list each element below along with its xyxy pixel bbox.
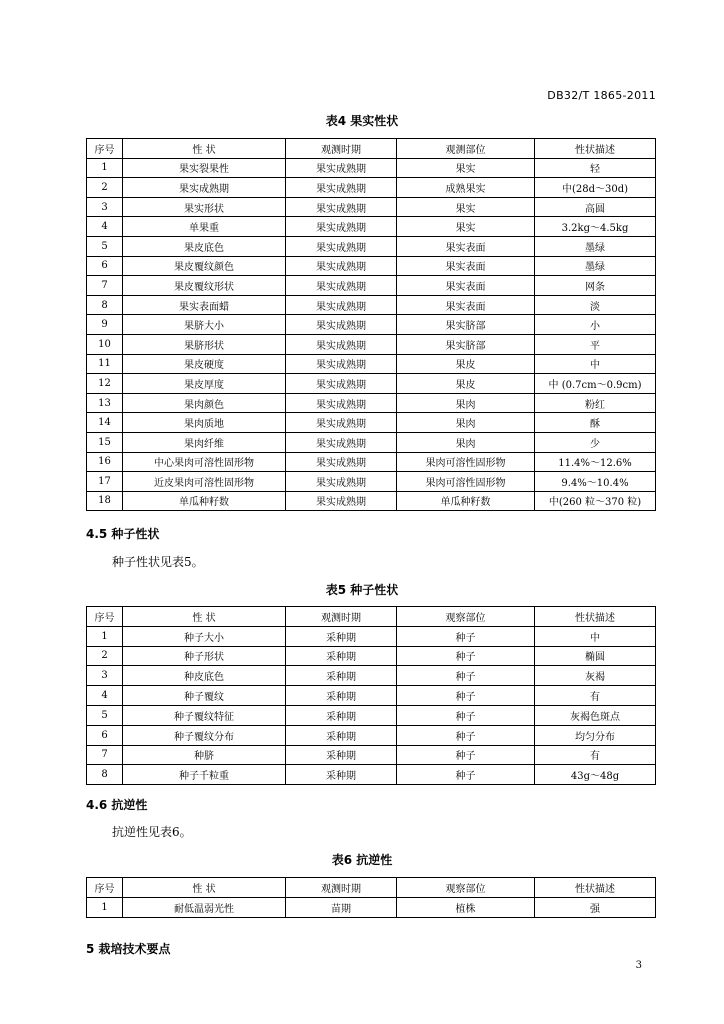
table-cell: 种子覆纹: [123, 686, 286, 706]
table-row: [87, 276, 656, 296]
table-cell: 果肉质地: [123, 413, 286, 433]
table-cell: 果实成熟期: [286, 491, 397, 511]
table-cell: 1: [87, 626, 123, 646]
table-cell: 果肉可溶性固形物: [397, 452, 535, 472]
section-4-6-heading: 4.6 抗逆性: [86, 798, 148, 812]
table-cell: 灰褐色斑点: [535, 705, 656, 725]
table-cell: 均匀分布: [535, 725, 656, 745]
table-cell: 采种期: [286, 686, 397, 706]
table-cell: 果皮覆纹形状: [123, 276, 286, 296]
table5-header: [87, 607, 656, 627]
table-cell: 果实成熟期: [123, 178, 286, 198]
table-cell: 果实成熟期: [286, 236, 397, 256]
table-cell: 种皮底色: [123, 666, 286, 686]
table-row: [87, 725, 656, 745]
table6-header-cell: 性 状: [123, 878, 286, 898]
table-cell: 1: [87, 158, 123, 178]
table5: [86, 606, 656, 785]
section-4-5-heading: 4.5 种子性状: [86, 527, 160, 541]
table6: [86, 877, 656, 918]
table-row: [87, 374, 656, 394]
table-cell: 成熟果实: [397, 178, 535, 198]
table-cell: 种子: [397, 745, 535, 765]
table-row: [87, 666, 656, 686]
table-cell: 果实: [397, 197, 535, 217]
table-cell: 17: [87, 472, 123, 492]
table-cell: 中: [535, 354, 656, 374]
table-cell: 苗期: [286, 897, 397, 917]
table-row: [87, 158, 656, 178]
table-cell: 中(28d～30d): [535, 178, 656, 198]
table-cell: 种子: [397, 626, 535, 646]
table-cell: 种子千粒重: [123, 765, 286, 785]
table-cell: 3: [87, 197, 123, 217]
table5-title: 表5 种子性状: [325, 583, 399, 597]
table-cell: 8: [87, 765, 123, 785]
table-row: [87, 217, 656, 237]
table-cell: 果实成熟期: [286, 178, 397, 198]
standard-code: DB32/T 1865-2011: [547, 89, 656, 102]
table6-header-cell: 观察部位: [397, 878, 535, 898]
table-cell: 果实表面蜡: [123, 295, 286, 315]
table-cell: 果皮覆纹颜色: [123, 256, 286, 276]
table-cell: 果肉: [397, 393, 535, 413]
table-cell: 种子: [397, 765, 535, 785]
table-cell: 果实脐部: [397, 315, 535, 335]
table-row: [87, 432, 656, 452]
table-cell: 果实表面: [397, 236, 535, 256]
table-cell: 果实成熟期: [286, 334, 397, 354]
table-cell: 果脐形状: [123, 334, 286, 354]
table4-header-cell: 观测时期: [286, 139, 397, 159]
table-row: [87, 197, 656, 217]
table-cell: 1: [87, 897, 123, 917]
table-cell: 9.4%～10.4%: [535, 472, 656, 492]
table6-header-cell: 观测时期: [286, 878, 397, 898]
table4-title: 表4 果实性状: [325, 114, 399, 128]
table-cell: 果实成熟期: [286, 315, 397, 335]
table-cell: 5: [87, 705, 123, 725]
section-4-5-text: 种子性状见表5。: [112, 555, 204, 569]
table-cell: 采种期: [286, 745, 397, 765]
table-cell: 18: [87, 491, 123, 511]
table-cell: 果皮: [397, 354, 535, 374]
table-row: [87, 491, 656, 511]
table-cell: 少: [535, 432, 656, 452]
table-cell: 果实成熟期: [286, 295, 397, 315]
table-cell: 果肉纤维: [123, 432, 286, 452]
table-cell: 粉红: [535, 393, 656, 413]
table-row: [87, 334, 656, 354]
table-cell: 单瓜种籽数: [397, 491, 535, 511]
table-cell: 2: [87, 646, 123, 666]
table-cell: 淡: [535, 295, 656, 315]
table-cell: 种子覆纹特征: [123, 705, 286, 725]
table-cell: 中 (0.7cm～0.9cm): [535, 374, 656, 394]
table-row: [87, 452, 656, 472]
table-cell: 中(260 粒～370 粒): [535, 491, 656, 511]
table-cell: 种子: [397, 686, 535, 706]
table-cell: 采种期: [286, 666, 397, 686]
table6-title: 表6 抗逆性: [331, 853, 393, 867]
table-cell: 7: [87, 745, 123, 765]
table6-header: [87, 878, 656, 898]
table-cell: 果皮: [397, 374, 535, 394]
table-row: [87, 686, 656, 706]
table-cell: 16: [87, 452, 123, 472]
table5-body: [87, 626, 656, 784]
table-cell: 有: [535, 745, 656, 765]
table-cell: 11.4%～12.6%: [535, 452, 656, 472]
table5-header-cell: 性 状: [123, 607, 286, 627]
table4-header-cell: 观测部位: [397, 139, 535, 159]
table-cell: 果肉: [397, 413, 535, 433]
table-row: [87, 393, 656, 413]
table-cell: 单果重: [123, 217, 286, 237]
table-cell: 平: [535, 334, 656, 354]
table-cell: 种子覆纹分布: [123, 725, 286, 745]
table-cell: 果实表面: [397, 256, 535, 276]
table-cell: 采种期: [286, 725, 397, 745]
table-cell: 43g～48g: [535, 765, 656, 785]
table-cell: 近皮果肉可溶性固形物: [123, 472, 286, 492]
table-row: [87, 765, 656, 785]
table-cell: 6: [87, 725, 123, 745]
table-cell: 网条: [535, 276, 656, 296]
table-cell: 墨绿: [535, 256, 656, 276]
table-cell: 14: [87, 413, 123, 433]
table-cell: 植株: [397, 897, 535, 917]
table-cell: 果肉颜色: [123, 393, 286, 413]
table-cell: 果实成熟期: [286, 354, 397, 374]
table-cell: 种子大小: [123, 626, 286, 646]
table-row: [87, 626, 656, 646]
table-cell: 果实脐部: [397, 334, 535, 354]
table-cell: 13: [87, 393, 123, 413]
table-cell: 果实: [397, 217, 535, 237]
table6-header-cell: 性状描述: [535, 878, 656, 898]
table-row: [87, 897, 656, 917]
table-cell: 强: [535, 897, 656, 917]
table-cell: 果脐大小: [123, 315, 286, 335]
table-cell: 采种期: [286, 765, 397, 785]
table-cell: 果皮硬度: [123, 354, 286, 374]
table-cell: 4: [87, 686, 123, 706]
table4-header: [87, 139, 656, 159]
table-cell: 果实成熟期: [286, 217, 397, 237]
table-cell: 种子: [397, 705, 535, 725]
table-cell: 6: [87, 256, 123, 276]
table-cell: 果肉可溶性固形物: [397, 472, 535, 492]
table-cell: 轻: [535, 158, 656, 178]
page-number: 3: [635, 960, 642, 971]
table5-header-cell: 观测时期: [286, 607, 397, 627]
table-cell: 15: [87, 432, 123, 452]
table5-header-cell: 性状描述: [535, 607, 656, 627]
table-cell: 果实表面: [397, 276, 535, 296]
table-cell: 12: [87, 374, 123, 394]
table-row: [87, 256, 656, 276]
table-cell: 果实裂果性: [123, 158, 286, 178]
table-cell: 果实成熟期: [286, 197, 397, 217]
table-cell: 果实: [397, 158, 535, 178]
table-row: [87, 745, 656, 765]
table4-header-cell: 性 状: [123, 139, 286, 159]
table-row: [87, 472, 656, 492]
table-cell: 有: [535, 686, 656, 706]
table-cell: 墨绿: [535, 236, 656, 256]
table4-header-cell: 序号: [87, 139, 123, 159]
table-cell: 高圆: [535, 197, 656, 217]
table5-header-cell: 观察部位: [397, 607, 535, 627]
table-cell: 椭圆: [535, 646, 656, 666]
table-cell: 种子形状: [123, 646, 286, 666]
table-row: [87, 646, 656, 666]
table-cell: 灰褐: [535, 666, 656, 686]
table-row: [87, 315, 656, 335]
table-cell: 3: [87, 666, 123, 686]
table4: [86, 138, 656, 511]
table-cell: 4: [87, 217, 123, 237]
table-row: [87, 295, 656, 315]
table-cell: 果皮底色: [123, 236, 286, 256]
table-cell: 果实成熟期: [286, 374, 397, 394]
table-row: [87, 354, 656, 374]
table-cell: 果实形状: [123, 197, 286, 217]
table-cell: 2: [87, 178, 123, 198]
table-cell: 耐低温弱光性: [123, 897, 286, 917]
table-row: [87, 178, 656, 198]
section-4-6-text: 抗逆性见表6。: [112, 825, 192, 839]
table-cell: 果实成熟期: [286, 432, 397, 452]
table-cell: 果实表面: [397, 295, 535, 315]
table-cell: 单瓜种籽数: [123, 491, 286, 511]
table-cell: 3.2kg～4.5kg: [535, 217, 656, 237]
table-cell: 果实成熟期: [286, 256, 397, 276]
table-cell: 5: [87, 236, 123, 256]
table-cell: 果实成熟期: [286, 452, 397, 472]
table-cell: 8: [87, 295, 123, 315]
table-cell: 采种期: [286, 705, 397, 725]
table-row: [87, 413, 656, 433]
table-cell: 中: [535, 626, 656, 646]
table-row: [87, 236, 656, 256]
table5-header-cell: 序号: [87, 607, 123, 627]
table-cell: 果实成熟期: [286, 393, 397, 413]
table-cell: 果肉: [397, 432, 535, 452]
table-cell: 采种期: [286, 626, 397, 646]
table-cell: 9: [87, 315, 123, 335]
table-cell: 11: [87, 354, 123, 374]
table-cell: 种子: [397, 666, 535, 686]
table-cell: 果实成熟期: [286, 413, 397, 433]
section-5-heading: 5 栽培技术要点: [86, 942, 171, 956]
table6-body: [87, 897, 656, 917]
table-cell: 7: [87, 276, 123, 296]
table4-header-cell: 性状描述: [535, 139, 656, 159]
table-cell: 采种期: [286, 646, 397, 666]
table-cell: 果实成熟期: [286, 158, 397, 178]
table-cell: 果实成熟期: [286, 276, 397, 296]
table-cell: 果皮厚度: [123, 374, 286, 394]
table-cell: 种子: [397, 725, 535, 745]
table-cell: 种子: [397, 646, 535, 666]
table-cell: 果实成熟期: [286, 472, 397, 492]
table-cell: 中心果肉可溶性固形物: [123, 452, 286, 472]
table-row: [87, 705, 656, 725]
table-cell: 小: [535, 315, 656, 335]
table6-header-cell: 序号: [87, 878, 123, 898]
table-cell: 种脐: [123, 745, 286, 765]
table-cell: 10: [87, 334, 123, 354]
table4-body: [87, 158, 656, 511]
table-cell: 酥: [535, 413, 656, 433]
